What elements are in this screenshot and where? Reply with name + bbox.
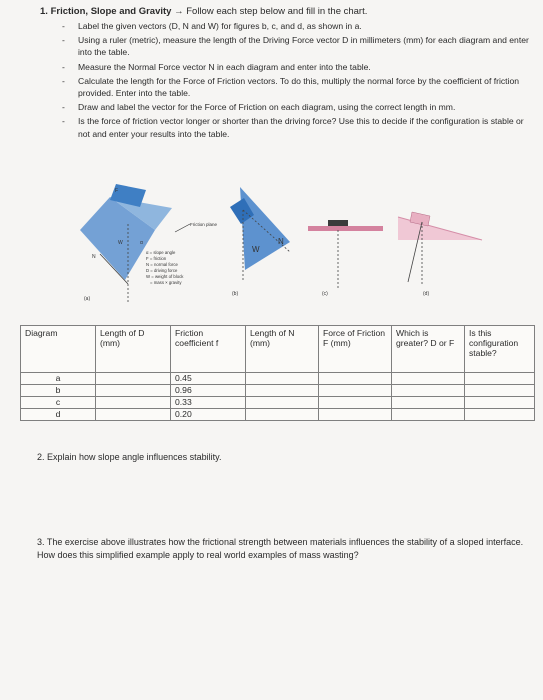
legend-line: W = weight of block: [146, 274, 184, 279]
cell-which-greater[interactable]: [392, 409, 465, 421]
header-diagram: Diagram: [21, 326, 96, 373]
header-force-friction: Force of Friction F (mm): [319, 326, 392, 373]
cell-diagram: b: [21, 385, 96, 397]
legend-line: α = slope angle: [146, 250, 176, 255]
cell-friction: 0.20: [171, 409, 246, 421]
legend-line: N = normal force: [146, 262, 178, 267]
question-1-intro: Follow each step below and fill in the chart.: [186, 6, 368, 17]
results-table: [20, 325, 535, 421]
cell-diagram: c: [21, 397, 96, 409]
cell-length-d[interactable]: [96, 397, 171, 409]
cell-length-d[interactable]: [96, 373, 171, 385]
handwritten-W-b: W: [252, 245, 260, 254]
label-a-alpha: α: [140, 240, 143, 246]
friction-figures: [80, 182, 530, 307]
question-1-number: 1.: [40, 6, 48, 17]
step-item: - Measure the Normal Force vector N in each diagram and enter into the table.: [60, 61, 530, 73]
question-2: [37, 452, 221, 462]
question-3: [37, 536, 527, 561]
cell-diagram: d: [21, 409, 96, 421]
cell-length-n[interactable]: [246, 385, 319, 397]
step-item: - Calculate the length for the Force of Friction vectors. To do this, multiply the normal force by the coefficient of friction provided. Enter into the table.: [60, 75, 530, 99]
question-2-number: 2.: [37, 452, 45, 462]
label-a: (a): [84, 296, 91, 302]
arrow-icon: →: [174, 6, 184, 17]
cell-stable[interactable]: [465, 385, 535, 397]
header-length-n: Length of N (mm): [246, 326, 319, 373]
friction-plane-pointer: [175, 224, 190, 232]
table-row: [21, 397, 535, 409]
label-a-N: N: [92, 254, 96, 260]
cell-stable[interactable]: [465, 397, 535, 409]
cell-stable[interactable]: [465, 409, 535, 421]
question-1-title: Friction, Slope and Gravity: [50, 6, 172, 17]
cell-friction: 0.45: [171, 373, 246, 385]
question-3-number: 3.: [37, 537, 45, 547]
cell-force-friction[interactable]: [319, 397, 392, 409]
step-item: - Using a ruler (metric), measure the length of the Driving Force vector D in millimeters (mm) for each diagram and enter into the table.: [60, 34, 530, 58]
cell-which-greater[interactable]: [392, 373, 465, 385]
slope-c: [308, 226, 383, 231]
header-stable: Is this configuration stable?: [465, 326, 535, 373]
label-c: (c): [322, 291, 328, 297]
cell-force-friction[interactable]: [319, 373, 392, 385]
header-which-greater: Which is greater? D or F: [392, 326, 465, 373]
label-a-W: W: [118, 240, 123, 246]
cell-diagram: a: [21, 373, 96, 385]
question-1-heading: [40, 6, 367, 17]
cell-length-n[interactable]: [246, 397, 319, 409]
question-3-text: The exercise above illustrates how the frictional strength between materials influences the stability of a sloped interface. How does this simplified example apply to real world examples of mass wasting?: [37, 537, 524, 560]
header-length-d: Length of D (mm): [96, 326, 171, 373]
table-row: [21, 373, 535, 385]
question-2-text: Explain how slope angle influences stability.: [47, 452, 222, 462]
slope-b: [240, 187, 290, 270]
legend-line: F = friction: [146, 256, 167, 261]
handwritten-N-b: N: [278, 237, 284, 246]
block-c: [328, 220, 348, 226]
step-item: - Label the given vectors (D, N and W) for figures b, c, and d, as shown in a.: [60, 20, 530, 32]
table-row: [21, 385, 535, 397]
figure-a: [80, 184, 238, 302]
cell-friction: 0.96: [171, 385, 246, 397]
cell-which-greater[interactable]: [392, 385, 465, 397]
friction-plane-label: Friction plane: [190, 222, 218, 227]
figure-diagrams: [80, 182, 530, 307]
cell-length-n[interactable]: [246, 373, 319, 385]
step-item: - Is the force of friction vector longer or shorter than the driving force? Use this to decide if the configuration is stable or not and enter your results into the table.: [60, 115, 530, 139]
cell-friction: 0.33: [171, 397, 246, 409]
cell-length-n[interactable]: [246, 409, 319, 421]
cell-force-friction[interactable]: [319, 385, 392, 397]
cell-which-greater[interactable]: [392, 397, 465, 409]
label-b: (b): [232, 291, 239, 297]
cell-length-d[interactable]: [96, 409, 171, 421]
cell-force-friction[interactable]: [319, 409, 392, 421]
table-header-row: [21, 326, 535, 373]
label-d: (d): [423, 291, 430, 297]
figure-d: [398, 212, 482, 286]
cell-length-d[interactable]: [96, 385, 171, 397]
instruction-steps: [60, 20, 530, 142]
legend-line: = mass × gravity: [150, 280, 182, 285]
step-item: - Draw and label the vector for the Force of Friction on each diagram, using the correct length in mm.: [60, 101, 530, 113]
figure-b: [230, 187, 328, 297]
cell-stable[interactable]: [465, 373, 535, 385]
legend-line: D = driving force: [146, 268, 178, 273]
table-row: [21, 409, 535, 421]
label-a-F: F: [115, 188, 119, 194]
header-friction-coefficient: Friction coefficient f: [171, 326, 246, 373]
